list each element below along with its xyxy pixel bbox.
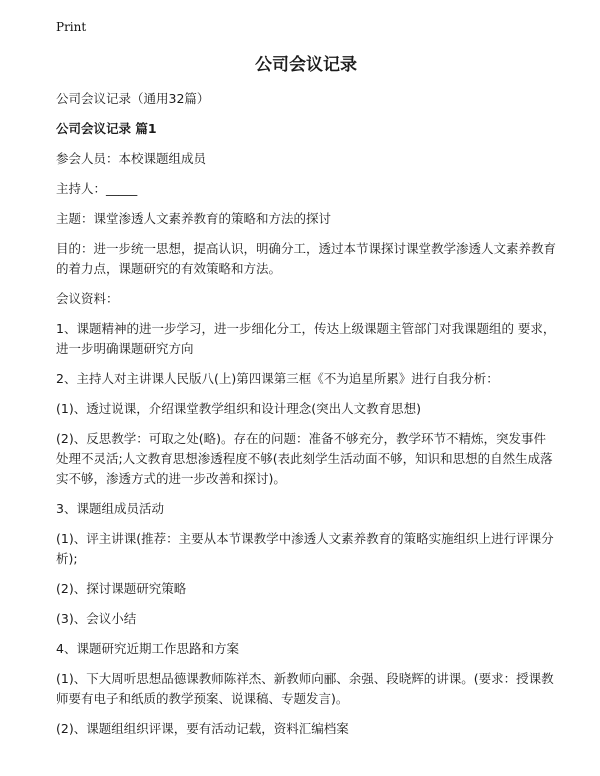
paragraph-materials-label: 会议资料： xyxy=(56,291,119,306)
paragraph-item-4-1: (1)、下大周听思想品德课教师陈祥杰、新教师向郦、余强、段晓辉的讲课。(要求：授课教师要有电子和纸质的教学预案、说课稿、专题发言)。 xyxy=(56,671,554,706)
document-subtitle: 公司会议记录（通用32篇） xyxy=(56,91,210,106)
paragraph-item-4: 4、课题研究近期工作思路和方案 xyxy=(56,641,239,656)
section-heading: 公司会议记录 篇1 xyxy=(56,121,157,136)
paragraph-item-3-2: (2)、探讨课题研究策略 xyxy=(56,581,187,596)
paragraph-host: 主持人：_____ xyxy=(56,181,138,196)
paragraph-attendees: 参会人员：本校课题组成员 xyxy=(56,151,207,166)
paragraph-topic: 主题：课堂渗透人文素养教育的策略和方法的探讨 xyxy=(56,211,332,226)
document-body xyxy=(56,50,556,749)
paragraph-item-4-2: (2)、课题组组织评课，要有活动记载，资料汇编档案 xyxy=(56,721,349,736)
paragraph-item-3-1: (1)、评主讲课(推荐：主要从本节课教学中渗透人文素养教育的策略实施组织上进行评课分析); xyxy=(56,531,554,566)
paragraph-item-3: 3、课题组成员活动 xyxy=(56,501,164,516)
paragraph-item-2-1: (1)、透过说课，介绍课堂教学组织和设计理念(突出人文教育思想) xyxy=(56,401,421,416)
document-title: 公司会议记录 xyxy=(255,55,357,75)
paragraph-item-3-3: (3)、会议小结 xyxy=(56,611,137,626)
paragraph-item-2: 2、主持人对主讲课人民版八(上)第四课第三框《不为追星所累》进行自我分析： xyxy=(56,371,499,386)
print-link[interactable]: Print xyxy=(56,20,87,34)
paragraph-item-1: 1、课题精神的进一步学习，进一步细化分工，传达上级课题主管部门对我课题组的 要求，进一步明确课题研究方向 xyxy=(56,321,556,356)
paragraph-item-2-2: (2)、反思教学：可取之处(略)。存在的问题：准备不够充分，教学环节不精炼，突发事件处理不灵活;人文教育思想渗透程度不够(表此刻学生活动面不够，知识和思想的自然生成落实不够，渗透方式的进一步改善和探讨)。 xyxy=(56,431,553,486)
paragraph-purpose: 目的：进一步统一思想，提高认识，明确分工，透过本节课探讨课堂教学渗透人文素养教育的着力点，课题研究的有效策略和方法。 xyxy=(56,241,557,276)
